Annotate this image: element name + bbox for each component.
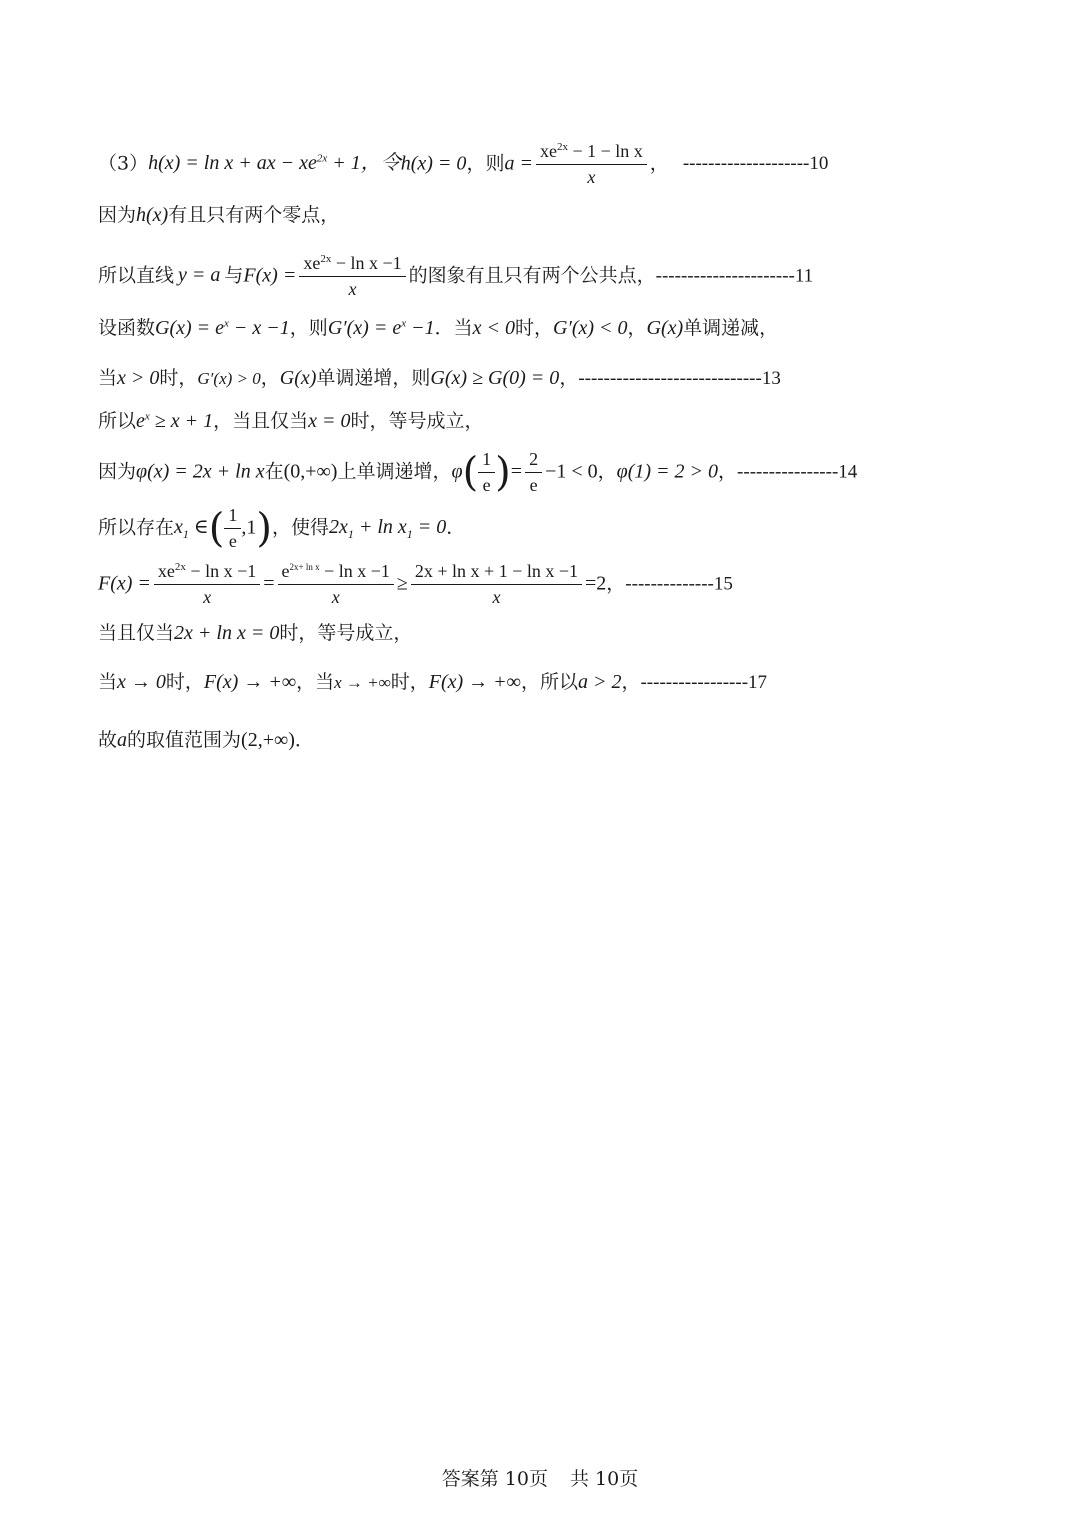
text: 时，等号成立， (279, 622, 413, 644)
text: 因为 (98, 204, 137, 226)
math-expr: a > 2 (577, 671, 622, 693)
math-expr: $G'(x) = e^x -1$ (327, 317, 435, 339)
text: ． (446, 516, 466, 539)
math-expr: ,1 (241, 516, 257, 539)
text: 时， (390, 671, 429, 693)
solution-line (98, 623, 412, 643)
text: ， (260, 367, 280, 389)
math-expr: F(x) → +∞ (428, 671, 521, 693)
fraction: $\frac{xe^{2x} - 1 - \ln x}{x}$ (536, 142, 647, 187)
math-expr: $2x_1 + \ln x_1 = 0$ (328, 516, 447, 542)
math-expr: y = a (178, 264, 221, 287)
fraction: $\frac{xe^{2x} - \ln x -1}{x}$ (299, 254, 405, 299)
math-expr: x → +∞ (334, 673, 391, 692)
text: ， (559, 367, 579, 389)
text: 故 (98, 729, 118, 751)
text: 所以 (98, 410, 137, 432)
text: 当且仅当 (98, 622, 175, 644)
text: ，使得 (271, 516, 329, 539)
text: ． (294, 729, 314, 751)
text: 时，等号成立， (350, 410, 484, 432)
fraction: $\frac{1}{e}$ (478, 450, 495, 495)
math-expr: =2 (585, 572, 607, 595)
solution-line (98, 730, 314, 750)
solution-line-15 (98, 562, 733, 607)
text: 的图象有且只有两个公共点， (408, 264, 656, 287)
math-expr: 2x + ln x = 0 (174, 622, 280, 644)
text: 当 (98, 671, 118, 693)
right-paren: ) (256, 505, 272, 552)
text: ，则 (289, 317, 328, 339)
math-expr: x → 0 (117, 671, 166, 693)
text: ， (621, 671, 641, 693)
solution-line-13 (98, 368, 781, 388)
text: 单调递减， (683, 317, 779, 339)
math-expr: φ(x) = 2x + ln x (136, 460, 265, 483)
fraction: $\frac{xe^{2x} - \ln x -1}{x}$ (154, 562, 260, 607)
math-expr: F(x) = (98, 572, 151, 595)
math-expr: ≥ (396, 572, 408, 595)
math-expr: G(x) (279, 367, 317, 389)
math-expr: h(x) = ln x + ax − $xe^{2x} + 1$，令 (148, 152, 401, 175)
text: 所以直线 (98, 264, 175, 287)
score-marker: -----------------------------13 (578, 368, 781, 389)
text: 时， (165, 671, 204, 693)
fraction: $\frac{\text{2x + ln x + 1 − ln x −1}}{x}$ (411, 562, 582, 607)
text: 所以存在 (98, 516, 175, 539)
text: ， (718, 460, 738, 483)
text: 单调递增，则 (316, 367, 431, 389)
math-expr: G(x) (646, 317, 684, 339)
solution-line (98, 205, 339, 225)
math-expr: φ (451, 460, 463, 483)
text: 时， (159, 367, 198, 389)
math-expr: = (263, 572, 275, 595)
text: ，当且仅当 (213, 410, 309, 432)
math-expr: (2,+∞) (241, 729, 295, 751)
math-expr: (0,+∞) (283, 460, 338, 483)
score-marker: ----------------14 (737, 461, 858, 483)
text: 当 (98, 367, 118, 389)
math-expr: x > 0 (117, 367, 160, 389)
text: ， (606, 572, 626, 595)
text: 时， (514, 317, 553, 339)
score-marker: --------------15 (625, 573, 733, 595)
math-expr: a (117, 729, 128, 751)
solution-line-14 (98, 450, 857, 495)
text: ，当 (296, 671, 335, 693)
math-expr: = (510, 460, 523, 483)
math-expr: G(x) ≥ G(0) = 0 (430, 367, 560, 389)
text: 上单调递增， (337, 460, 452, 483)
text: ， (597, 460, 617, 483)
score-marker: -----------------17 (640, 672, 768, 693)
math-expr: F(x) = (243, 264, 297, 287)
score-marker: ----------------------11 (655, 265, 814, 287)
solution-line (98, 506, 465, 551)
math-expr: x = 0 (308, 410, 351, 432)
math-expr: $e^x \ge x + 1$ (136, 410, 214, 432)
text: ．当 (434, 317, 473, 339)
fraction: $\frac{1}{e}$ (224, 506, 241, 551)
math-expr: h(x) = 0 (400, 152, 467, 175)
page-number: 答案第 10页 (441, 1468, 548, 1490)
page-footer (0, 1464, 1080, 1491)
page-total: 共 10页 (570, 1468, 639, 1490)
left-paren: ( (462, 449, 479, 496)
math-expr: $x_1$ ∈ (174, 516, 209, 542)
text: 在 (264, 460, 284, 483)
fraction: $\frac{e^{2x+ ln x} - \ln x -1}{x}$ (278, 562, 394, 607)
text: ，则 (466, 152, 505, 175)
text: 有且只有两个零点， (168, 204, 340, 226)
score-marker: --------------------10 (682, 153, 829, 175)
text: 因为 (98, 460, 137, 483)
math-expr: h(x) (136, 204, 169, 226)
solution-line-11 (98, 254, 813, 299)
text: ， (649, 152, 669, 175)
solution-line (98, 411, 484, 431)
left-paren: ( (208, 505, 225, 552)
math-expr: a = (504, 152, 533, 175)
math-expr: G′(x) > 0 (197, 369, 261, 388)
math-expr: x < 0 (472, 317, 515, 339)
math-expr: φ(1) = 2 > 0 (616, 460, 719, 483)
math-expr: −1 < 0 (545, 460, 598, 483)
math-expr: $G(x) = e^x - x -1$ (155, 317, 290, 339)
text: 设函数 (98, 317, 156, 339)
solution-line-17 (98, 672, 767, 692)
math-expr: F(x) → +∞ (203, 671, 297, 693)
solution-line-10 (98, 142, 828, 187)
text: ， (627, 317, 647, 339)
fraction: $\frac{2}{e}$ (525, 450, 542, 495)
right-paren: ) (495, 449, 511, 496)
math-expr: G′(x) < 0 (553, 317, 628, 339)
solution-line (98, 318, 778, 338)
text: 的取值范围为 (127, 729, 242, 751)
text: 与 (224, 264, 244, 287)
text: ，所以 (520, 671, 578, 693)
part-label: （3） (98, 152, 149, 175)
